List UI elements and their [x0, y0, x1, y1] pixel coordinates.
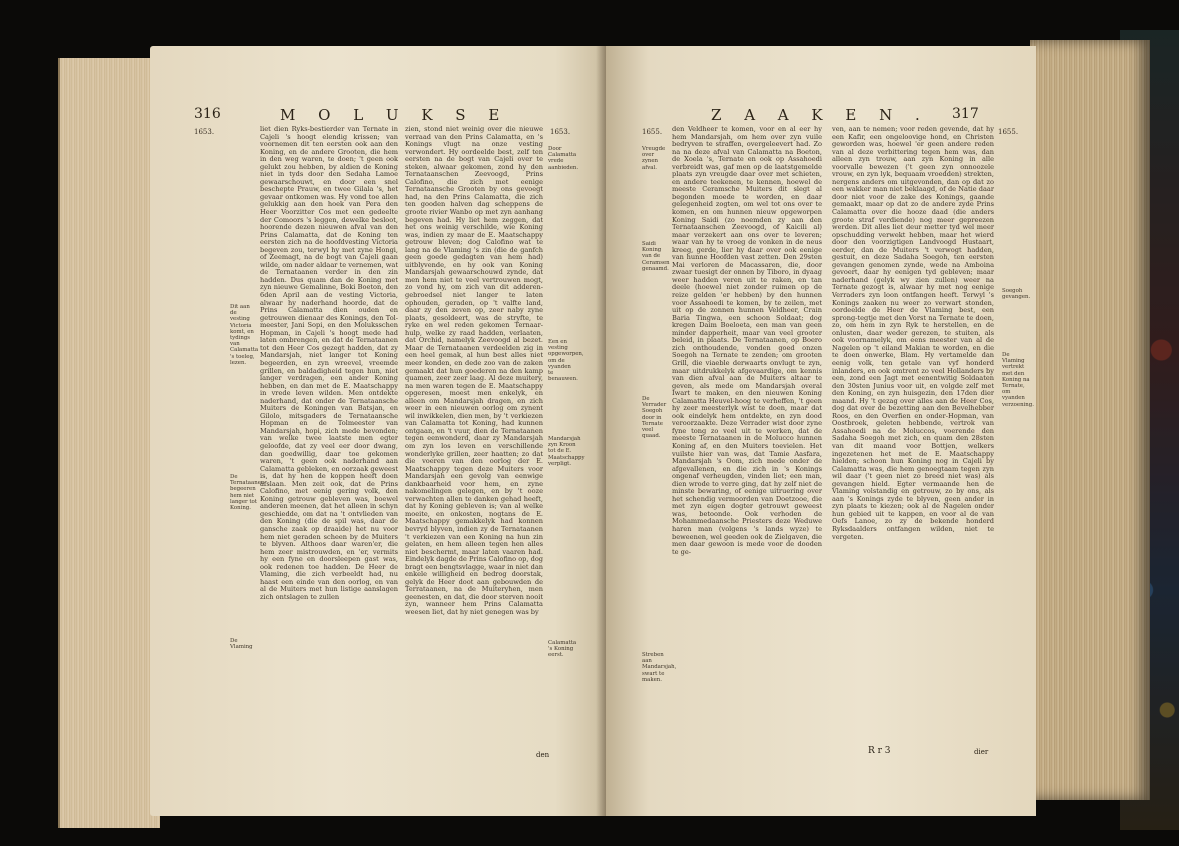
left-column-1: liet dien Ryks-bestierder van Ternate in Cajeli 's hoogt elendig krissen; van voornemen dit ten eersten ook aan den Koning, en de andere Grooten, die hem in den weg waren, te doen; 't geen ook gelukt zou hebben, by aldien de Koning niet in tyds door den Sedaha Lamoe gewaarschouwt, en door een snel beschepte Prauw, en twee Gilala 's, het gevaar ontkomen was. Hy vond toe allen gelukkig aan den hoek van Pera den Heer Voorzitter Cos met een gedeelte der Comoors 's leggen, dewelke besloot, hoorende dezen nieuwen afval van den Prins Calamatta, dat de Koning ten eersten zich na de hoofdvesting Victoria begeven zou, terwyl hy met zyne Hongi, of Zeemagt, na de bogt van Cajeli gaan wilde, om nader aldaar te vernemen, wat de Ternataanen verder in den zin hadden. Dus quam dan de Koning met zyn nieuwe Gemalinne, Boki Boeton, den 6den April aan de vesting Victoria, alwaar hy naderhand hoorde, dat de Prins Calamatta dien ouden en getrouwen dienaar des Konings, den Tol-meester, Jani Sopi, en den Moluksschen Hopman, in Cajeli 's hoogt mede had laten ombrengen, en dat de Ternataanen tot den Heer Cos gezegt hadden, dat zy Mandarsjah, niet langer tot Koning begeerden, en zyn wreevel, vreemde grillen, en baldadigheid tegen hun, niet langer verdragen, een ander Koning hebben, en dan met de E. Maatschappy in vrede leven wilden. Men ontdekte naderhand, dat onder de Ternataansche Muiters de Koningen van Batsjan, en Gilolo, mitsgaders de Ternataansche Hopman en de Tolmeester van Mandarsjah, hopi, zich mede bevonden; van welke twee laatste men egter geloofde, dat zy veel eer door dwang, dan goedwillig, daar toe gekomen waren, 't geen ook naderhand aan Calamatta gebleken, en oorzaak geweest is, dat hy hen de koppen heeft doen afslaan. Men zeit ook, dat de Prins Calofino, met eenig gering volk, den Koning getrouw gebleven was, boewel anderen meenen, dat het alleen in schyn geschiedde, om dat na 't ontvlieden van den Koning (die de spil was, daar de gansche zaak op draaide) het nu voor hem niet geraden scheen by de Muiters te blyven. Althoos daar waren'er, die hem zeer mistrouwden, en 'er, vermits hy een fyne en doorsleepen gast was, ook redenen toe hadden. De Heer de Vlaming, die zich verbeeldt had, nu haast een einde van den oorlog, en van al de Muiters met hun listige aanslagen zich ontslagen te zullen	[260, 125, 398, 601]
margin-note: Saidi Koning van de Ceramsen genaamd.	[642, 241, 670, 272]
margin-note: De Ternataanen begeeren hem niet langer tot Koning.	[230, 474, 265, 512]
left-column-2: zien, stond niet weinig over die nieuwe verraad van den Prins Calamatta, en 's Konings vlugt na onze vesting verwondert. Hy oordeelde best, zelf ten eersten na de bogt van Cajeli over te steken, alwaar gekomen, zond hy den Ternataanschen Zeevoogd, Prins Calofino, die zich met eenige Ternataansche Grooten by ons gevoegt had, na den Prins Calamatta, die zich ten gooden halven dag scheppens de groote rivier Wanbo op met zyn aanhang begeven had. Hy liet hem zeggen, dat het ons weinig verschilde, wie Koning was, indien zy maar de E. Maatschappy getrouw bleven; dog Calofino wat te lang na de Vlaming 's zin (die de ganfch geen goede gedagten van hem had) uitblyvende, en hy ook van Koning Mandarsjah gewaarschouwd zynde, dat men hem niet te veel vertrouwen mogt, zo vond hy, om zich van dit adderen-gebroedsel niet langer te laten ophouden, geraden, op 't valfte land, daar zy den zeven op, zeer naby zyne plaats, gesoldeert, was de stryfte, te ryke en wel reden gekomen Ternaar-hulp, welke zy raad hadden, verlaaten, dat Orchid, namelyk Zeevoogd al bezet. Maar de Ternataanen verdeelden zig in een heel gemak, al hun best alles niet meer konden, en dede zoo van de zaken gemaakt dat hun goederen na den kamp quamen, zeer zeer laag. Al deze muitery, na men waren tegen de E. Maatschappy opgeresen, moest men enkelyk, en alleen om Mandarsjah dragen, en zich weer in een nieuwen oorlog om zynent wil inwikkelen, dien men, by 't verkiezen van Calamatta tot Koning, had kunnen ontgaan, en 't vuur, dien de Ternataanen tegen eenwonderd, daar zy Mandarsjah om zyn los leven en verschillende wonderlyke grillen, zeer haatten; zo dat die voeren van den oorlog der E. Maatschappy tegen deze Muiters voor Mandarsjah een gevolg van eenwige dankbaarheid voor hem, en zyne nakomelingen gelegen, en by 't ooze verwachten allen te danken gehad heeft, dat hy Koning gebleven is; van al welke moeite, en onkosten, nogtans de E. Maatschappy gemakkelyk had konnen bevryd blyven, indien zy de Ternataanen 't verkiezen van een Koning na hun zin gelaten, en hem alleen tegen hen alles niet beschermt, maar laten vaaren had. Eindelyk dagde de Prins Calofino op, dog bragt een bengtsvlagge, waar in niet dan enkele willigheid en bedrog doorstak, gelyk de Heer doot aan gebouwden de Terrataanen, na de Muiteryhen, men geenesten, en dat, die door sterven nooit zyn, wanneer hem Prins Calamatta weesen liet, dat hy niet genegen was by	[405, 125, 544, 616]
right-page-edges	[1030, 40, 1150, 800]
margin-note: Dit aan de vesting Victoria komt, en tydings van Calamatta 's toeleg, lezen.	[230, 304, 259, 366]
left-year-right: 1653.	[550, 128, 571, 136]
right-catchword: dier	[974, 748, 989, 756]
margin-note: Vreugde over zynen afval.	[642, 146, 666, 171]
margin-note: De Vlaming	[230, 638, 253, 651]
right-year-top-left: 1655.	[642, 128, 663, 136]
margin-note: Mandarsjah zyn Kroon tot de E. Maatschappy verpligt.	[548, 436, 585, 467]
right-column-1: den Veldheer te komen, voor en al eer hy hem Mandarsjah, om hem over zyn vuile bedryven te straffen, overgeleevert had. Zo na na deze afval van Calamatta na Boeton, de Xoela 's, Ternate en ook op Assahoedi verbreidt was, gaf men op de laatstgemelde plaats zyn vreugde daar over met schieten, en andere teekenen, te kennen, hoewel de meeste Ceramsche Muiters dit slegt al begonden moede te worden, en daar gelegenheid zogten, om wel tot ons over te komen, en om hunnen nieuw opgeworpen Koning Saidi (zo noemden zy aan den Ternataanschen Zeevoogd, of Kaicili al) maar verzekert aan ons over te leveren; waar van hy te vroeg de vonken in de neus kreeg, gerde, lier hy daar over ook eenige van hunne Hoofden vast zetten. Den 29sten Mai verloren de Macassaren, die, door zwaar tuesigt der onnen by Tiboro, in dyaag weer hadden veren uit te raken, en tan deele (hoewel niet zonder ruimen op de reize gelden 'er hebben) by den hunnen voor Assahoedi te komen, by te zeilen, met uit op de zonnen hunnen Veldheer, Crain Baria Tingwa, een schoon Soldaat; dog kregen Daim Boeloeta, een man van geen minder dapperheit, maar van veel grooter beleid, in plaats. De Ternataanen, op Boero zich onthoudende, vonden goed onzen Soegoh na Ternate te zenden; om grooten Grill, die viaeble derwaarts onvlugt te zyn, maar uitdrukkelyk afgevaardige, om kennis van dien afval aan de Muiters altaar te geven, als mede om Mandarsjah overal Iwart te maken, en den nieuwen Koning Calamatta Heuvel-hoog te verheffen, 't geen hy zeer meesterlyk wist te doen, maar dat ook eindelyk hem ontdekte, en zyn dood veroorzaakte. Deze Verrader wist door zyne fyne tong zo veel uit te werken, dat de meeste Ternataanen in de Molucco hunnen Koning af, en den Muiters toevielen. Het vuilste hier van was, dat Tamie Aasfara, Mandarsjah 's Oom, zich mede onder de afgevallenen, en die zich in 's Konings ongenaf verheugden, vinden liet; een man, dien wrode to verre ging, dat hy zelf niet de minste bewaring, of eenige uitruering over het schendig vermoorden van Doetzooe, die met zyn eigen dogter getrouwt geweest was, betoonde. Ook verhoden de Mohammedaansche Priesters deze Weduwe haren man (volgens 's lands wyze) te beweenen, wel geeden ook de Zielgaven, die men daar gewoon is mede voor de dooden te ge-	[672, 125, 822, 556]
left-page-number: 316	[194, 106, 221, 122]
margin-note: Streben aan Mandarsjah, swart te maken.	[642, 652, 677, 683]
margin-note: Een en vesting opgeworpen, om de vyanden te benauwen.	[548, 339, 584, 383]
margin-note: Door Calamatta vrede aanbieden.	[548, 146, 579, 171]
left-catchword: den	[536, 751, 550, 759]
margin-note: Soegoh gevangen.	[1002, 288, 1031, 301]
left-running-head: M O L U K S E	[280, 106, 509, 124]
left-year-top: 1653.	[194, 128, 215, 136]
margin-note: De Verrader Soegoh door in Ternate veel quaad.	[642, 396, 667, 440]
right-running-head: Z A A K E N .	[711, 106, 929, 124]
signature-mark: R r 3	[868, 746, 891, 756]
left-page	[150, 46, 610, 816]
right-page	[606, 46, 1036, 816]
margin-note: Calamatta 's Koning eerst.	[548, 640, 577, 659]
right-column-2: ven, aan te nemen; voor reden gevende, dat hy een Kafir, een ongeloovige hond, en Christen geworden was, hoewel 'er geen andere reden van al deze verbittering tegen hem was, dan alleen zyn trouw, aan zyn Koning in alle voorvalle bewezen ('t geen zyn onnoozele vrouw, en zyn lyk, bequaam vroedden) strekten, nergens anders om uitgevonden, dan op dat zo een wakker man niet beklaagd, of de Natie daar door niet voor de zake des Konings, gaande gemaakt, maar op dat zo de andere zyde Prins Calamatta over die hooze daad (die anders groote straf verdiende) nog meer gepreezen werden. Dit alles liet deur metter tyd wel meer opschudding verwekt hebben, maar het wierd door den voorzigtigen Landvoogd Hustaart, eerder, dan de Muiters 't verwogt hadden, gestuit, en deze Sadaha Soegoh, ten eersten gevangen genomen zynde, wede na Amboina gevoert, daar hy eenigen tyd gebleven; maar naderhand (gelyk wy zien zullen) weer na Ternate gezogt is, alwaar hy met nog eenige Verraders zyn loon ontfangen heeft. Terwyl 's Konings zaaken nu weer zo verwart stonden, oordeelde de Heer de Vlaming best, een sprong-tegtje met den Vorst na Ternate te doen, zo, om hem in zyn Ryk te herstellen, en de onlusten, daar weder gerezen, te stuiten, als ook voornamelyk, om eens meester van al de Nagelen op 't eiland Makian te worden, en die te doen onwerke, Blam. Hy vertamelde dan eenig volk, ten getale van vyf honderd inlanders, en ook omtrent zo veel Hollanders by een, zond een Jagt met eenentwitig Soldaaten den 30sten Junius voor uit, en volgde zelf met den Koning, en zyn huisgezin, den 17den dier maand. Hy 't gezag over alles aan de Heer Cos, dog dat over de bezetting aan den Bevelhebber Roos, en den Overfien en onder-Hopman, van Oostbroek, geleten hebbende, vertrok van Assahoedi na de Moluccos, voerende den Sadaha Soegoh met zich, en quam den 28sten van dit maand voor Bottjen, welkers ingezetenen het met de E. Maatschappy hielden; schoon hun Koning nog in Cajeli by Calamatta was, die hem genoegtaam tegen zyn wil daar ('t geen niet zo breed niet was) als gevangen hield. Egter vermaande hen de Vlaming volstandig en getrouw, zo by ons, als aan 's Konings zyde te blyven, geen ander in zyn plaats te kiezen; ook al de Nagelen onder hun gebied uit te kappen, en voor al de van Oefs Lanoe, zo zy de bekende honderd Ryksdaalders ontfangen wilden, niet te vergeten.	[832, 125, 994, 541]
left-page-edges	[58, 58, 160, 828]
right-page-number: 317	[952, 106, 979, 122]
margin-note: De Vlaming vertrekt met den Koning na Ternate, om vyanden verzoening.	[1002, 352, 1034, 408]
right-year-top-right: 1655.	[998, 128, 1019, 136]
